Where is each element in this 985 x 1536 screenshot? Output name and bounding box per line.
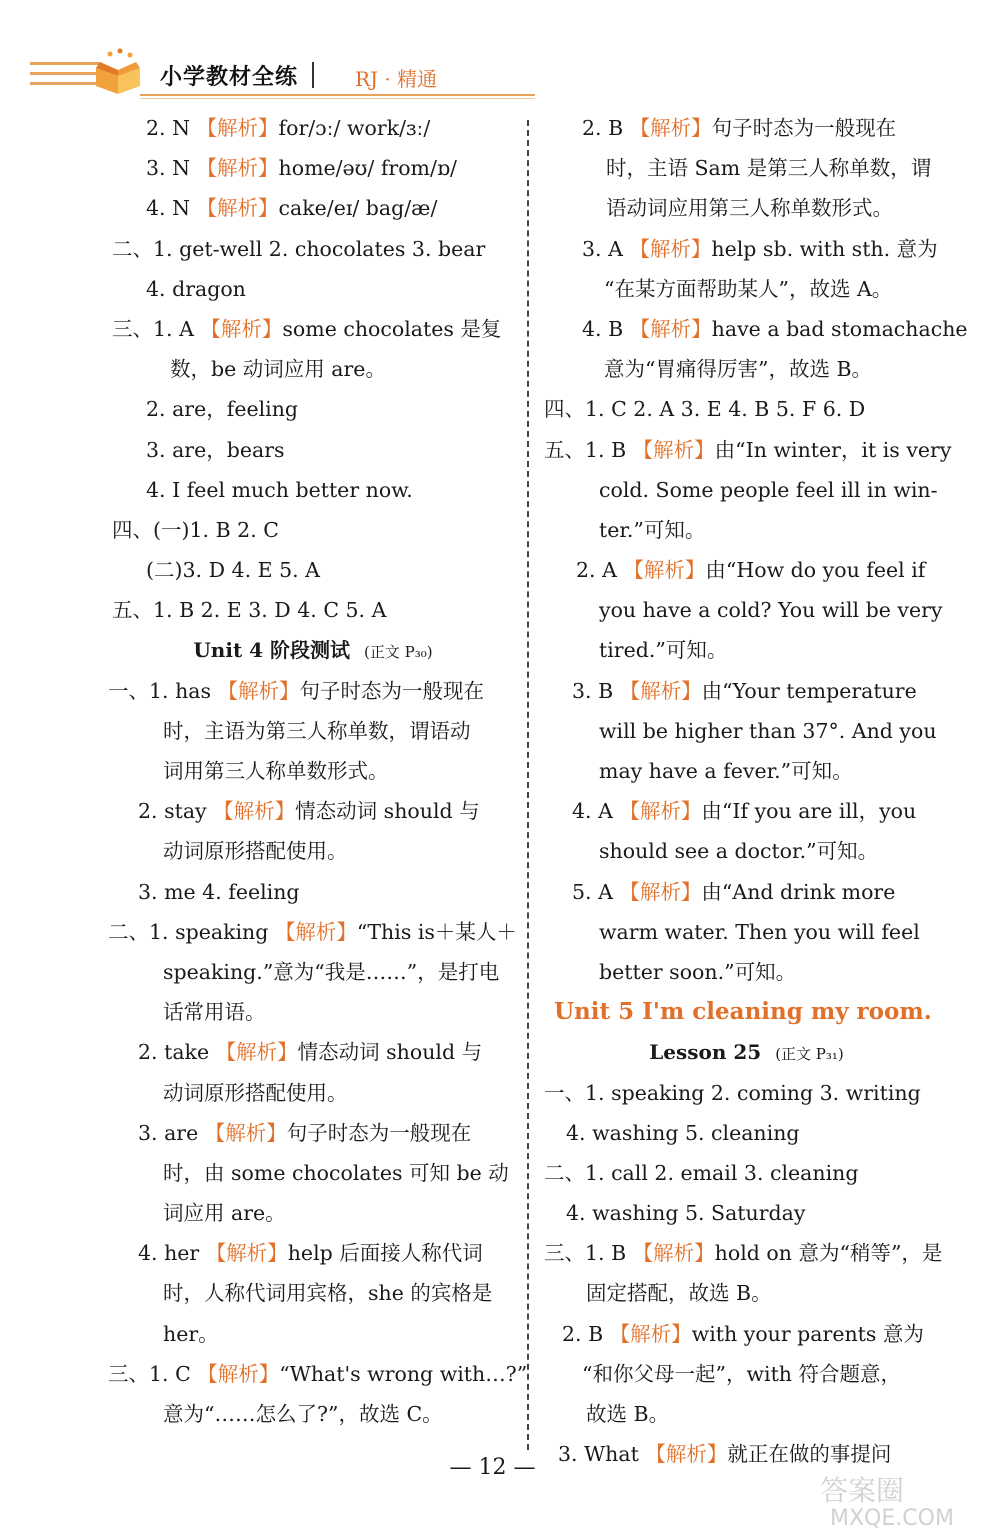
answer-line [544, 1193, 949, 1233]
answer-line [108, 510, 518, 550]
answer-text: 意为“……怎么了?”，故选 C。 [163, 1402, 443, 1426]
answer-line [108, 992, 518, 1032]
analysis-tag: 【解析】 [200, 316, 283, 341]
watermark-url: MXQE.COM [830, 1506, 954, 1530]
answer-line [108, 108, 518, 148]
answer-text: 二、1. call 2. email 3. cleaning [544, 1160, 859, 1185]
answer-text: you have a cold? You will be very [599, 598, 943, 623]
answer-line [544, 912, 949, 952]
analysis-tag: 【解析】 [274, 919, 357, 944]
section-heading-text: Unit 4 阶段测试 [193, 638, 351, 663]
answer-line [544, 108, 949, 148]
analysis-tag: 【解析】 [619, 799, 702, 824]
answer-text: 3. me 4. feeling [138, 879, 300, 904]
answer-line [544, 791, 949, 831]
analysis-text: 情态动词 should 与 [297, 1040, 483, 1065]
analysis-tag: 【解析】 [632, 437, 715, 462]
analysis-tag: 【解析】 [632, 1241, 715, 1266]
answer-text: 二、1. speaking [108, 919, 275, 944]
analysis-text: have a bad stomachache [711, 316, 968, 341]
answer-line [544, 1233, 949, 1273]
analysis-text: with your parents 意为 [691, 1321, 924, 1346]
answer-line [108, 751, 518, 791]
answer-text: 故选 B。 [586, 1402, 670, 1426]
answer-line [544, 1354, 949, 1394]
section-heading [108, 630, 518, 670]
answer-line [544, 831, 949, 871]
answer-line [544, 269, 949, 309]
answer-text: “和你父母一起”，with 符合题意， [582, 1361, 902, 1386]
answer-line [108, 470, 518, 510]
answer-text: 4. washing 5. Saturday [566, 1201, 806, 1226]
analysis-tag: 【解析】 [619, 879, 702, 904]
answer-line [108, 309, 518, 349]
answer-text: 五、1. B 2. E 3. D 4. C 5. A [112, 598, 387, 623]
page-header [0, 0, 985, 100]
analysis-tag: 【解析】 [629, 316, 712, 341]
answer-text: speaking.”意为“我是……”，是打电 [163, 959, 500, 984]
answer-text: 3. N [146, 156, 197, 181]
answer-text: 话常用语。 [163, 1000, 266, 1025]
answer-text: 3. are，bears [146, 437, 285, 462]
answer-text: 3. B [572, 678, 620, 703]
analysis-text: cake/eɪ/ bag/æ/ [278, 196, 438, 221]
analysis-text: 句子时态为一般现在 [286, 1120, 472, 1145]
analysis-tag: 【解析】 [217, 678, 300, 703]
analysis-text: 由“How do you feel if [705, 558, 926, 583]
answer-text: 数，be 动词应用 are。 [170, 357, 386, 382]
answer-text: 4. N [146, 196, 197, 221]
answer-text: 4. I feel much better now. [146, 477, 413, 502]
answer-text: 意为“胃痛得厉害”，故选 B。 [604, 357, 873, 382]
analysis-tag: 【解析】 [629, 116, 712, 140]
answer-line [108, 1273, 518, 1313]
analysis-tag: 【解析】 [204, 1120, 287, 1145]
analysis-text: some chocolates 是复 [282, 316, 502, 341]
analysis-tag: 【解析】 [629, 236, 712, 261]
analysis-text: “This is＋某人＋ [356, 919, 517, 944]
analysis-tag: 【解析】 [205, 1241, 288, 1266]
answer-text: 一、1. speaking 2. coming 3. writing [544, 1080, 921, 1105]
answer-line [108, 1073, 518, 1113]
answer-line [544, 1273, 949, 1313]
answer-line [108, 1233, 518, 1273]
answer-text: 4. her [138, 1241, 206, 1266]
book-title: 小学教材全练 [160, 65, 299, 90]
answer-text: 4. B [582, 316, 630, 341]
answer-line [544, 309, 968, 349]
unit-title: Unit 5 I'm cleaning my room. [554, 998, 932, 1026]
answer-text: 3. What [558, 1442, 646, 1467]
answer-line [108, 1153, 518, 1193]
answer-line [544, 1314, 949, 1354]
analysis-tag: 【解析】 [215, 1040, 298, 1065]
header-separator [312, 62, 314, 88]
answer-line [544, 590, 949, 630]
watermark-text: 答案圈 [820, 1474, 905, 1507]
answer-text: 时，主语为第三人称单数，谓语动 [163, 718, 471, 743]
answer-text: 时，主语 Sam 是第三人称单数，谓 [606, 156, 932, 181]
analysis-tag: 【解析】 [196, 116, 279, 140]
answer-line [544, 1113, 949, 1153]
answer-text: (二)3. D 4. E 5. A [146, 558, 320, 583]
answer-text: 五、1. B [544, 437, 633, 462]
answer-line [544, 229, 949, 269]
answer-text: should see a doctor.”可知。 [599, 839, 879, 864]
answer-text: 2. A [576, 558, 624, 583]
answer-text: 2. B [562, 1321, 610, 1346]
answer-line [108, 1032, 518, 1072]
answer-text: 一、1. has [108, 678, 218, 703]
answer-text: “在某方面帮助某人”，故选 A。 [604, 276, 893, 301]
answer-text: 2. stay [138, 799, 214, 824]
answer-line [544, 630, 949, 670]
answer-text: her。 [163, 1321, 219, 1346]
answer-text: 四、1. C 2. A 3. E 4. B 5. F 6. D [544, 397, 866, 422]
answer-line [108, 229, 518, 269]
analysis-tag: 【解析】 [645, 1442, 728, 1467]
column-divider [527, 120, 529, 1450]
answer-text: 2. B [582, 116, 630, 140]
answer-line [108, 550, 518, 590]
answer-line [544, 1073, 949, 1113]
answer-line [108, 389, 518, 429]
answer-line [108, 590, 518, 630]
answer-line [544, 389, 949, 429]
answer-text: cold. Some people feel ill in win- [599, 477, 938, 502]
analysis-tag: 【解析】 [623, 558, 706, 583]
answer-line [108, 1354, 528, 1394]
answer-text: tired.”可知。 [599, 638, 728, 663]
answer-text: 四、(一)1. B 2. C [112, 517, 279, 542]
answer-text: better soon.”可知。 [599, 959, 797, 984]
answer-text: 三、1. B [544, 1241, 633, 1266]
answer-text: 4. dragon [146, 276, 246, 301]
section-heading-text: Lesson 25 [649, 1040, 762, 1065]
answer-text: 2. are，feeling [146, 397, 299, 422]
analysis-text: 由“If you are ill，you [701, 799, 917, 824]
analysis-text: help sb. with sth. 意为 [711, 236, 938, 261]
answer-text: 2. take [138, 1040, 216, 1065]
answer-line [108, 872, 518, 912]
page-number: — 12 — [449, 1455, 536, 1480]
answer-line [544, 952, 949, 992]
analysis-tag: 【解析】 [197, 1361, 280, 1386]
answer-text: 5. A [572, 879, 620, 904]
answer-text: 词用第三人称单数形式。 [163, 759, 389, 783]
header-rule-thin [140, 98, 535, 99]
answer-line [544, 872, 949, 912]
answer-text: 4. washing 5. cleaning [566, 1120, 800, 1145]
analysis-text: for/ɔː/ work/ɜː/ [278, 116, 431, 140]
answer-line [108, 952, 518, 992]
answer-text: warm water. Then you will feel [599, 919, 920, 944]
page-reference: (正文 P₃₀) [364, 643, 433, 662]
answer-line [108, 671, 518, 711]
answer-line [108, 148, 518, 188]
answer-text: 语动词应用第三人称单数形式。 [606, 196, 893, 221]
answer-text: 时，由 some chocolates 可知 be 动 [163, 1160, 509, 1185]
answer-line [544, 751, 949, 791]
analysis-tag: 【解析】 [196, 196, 279, 221]
right-column [544, 108, 968, 1474]
analysis-text: “What's wrong with…?” [279, 1361, 528, 1386]
answer-line [544, 349, 949, 389]
answer-text: 动词原形搭配使用。 [163, 1080, 348, 1105]
page-reference: (正文 P₃₁) [775, 1045, 844, 1064]
answer-text: 三、1. C [108, 1361, 198, 1386]
answer-line [108, 349, 518, 389]
answer-text: 2. N [146, 116, 197, 140]
section-heading [544, 1032, 949, 1072]
watermark-logo [800, 1470, 980, 1530]
answer-line [108, 1193, 518, 1233]
answer-text: 三、1. A [112, 316, 201, 341]
analysis-text: 句子时态为一般现在 [711, 116, 897, 140]
analysis-text: 由“And drink more [701, 879, 896, 904]
analysis-text: help 后面接人称代词 [287, 1241, 483, 1266]
answer-line [544, 1394, 949, 1434]
answer-line [544, 430, 952, 470]
analysis-text: home/əʊ/ from/ɒ/ [278, 156, 457, 181]
answer-text: 动词原形搭配使用。 [163, 839, 348, 864]
answer-line [544, 671, 949, 711]
answer-text: will be higher than 37°. And you [599, 718, 937, 743]
answer-text: may have a fever.”可知。 [599, 759, 853, 783]
analysis-tag: 【解析】 [196, 156, 279, 181]
analysis-tag: 【解析】 [213, 799, 296, 824]
analysis-text: 情态动词 should 与 [295, 799, 480, 824]
analysis-text: 句子时态为一般现在 [299, 678, 485, 703]
analysis-text: hold on 意为“稍等”，是 [714, 1241, 943, 1266]
answer-line [108, 711, 518, 751]
answer-line [544, 510, 949, 550]
analysis-tag: 【解析】 [609, 1321, 692, 1346]
answer-text: 时，人称代词用宾格，she 的宾格是 [163, 1281, 493, 1306]
answer-text: 4. A [572, 799, 620, 824]
answer-text: ter.”可知。 [599, 517, 706, 542]
answer-text: 固定搭配，故选 B。 [586, 1281, 772, 1306]
analysis-text: 由“In winter，it is very [714, 437, 952, 462]
answer-line [108, 188, 518, 228]
answer-line [108, 430, 518, 470]
analysis-text: 由“Your temperature [701, 678, 917, 703]
book-edition: RJ · 精通 [355, 67, 438, 91]
answer-line [544, 1153, 949, 1193]
answer-line [544, 148, 949, 188]
answer-line [108, 1394, 518, 1434]
analysis-tag: 【解析】 [619, 678, 702, 703]
answer-line [544, 550, 949, 590]
analysis-text: 就正在做的事提问 [727, 1442, 892, 1467]
answer-text: 词应用 are。 [163, 1201, 286, 1226]
answer-line [108, 831, 518, 871]
book-logo-icon [88, 48, 148, 96]
left-column [108, 108, 528, 1434]
answer-line [108, 791, 518, 831]
answer-line [544, 188, 949, 228]
answer-line [108, 269, 518, 309]
answer-line [544, 711, 949, 751]
answer-text: 二、1. get-well 2. chocolates 3. bear [112, 236, 486, 261]
header-rule [140, 94, 535, 96]
answer-text: 3. A [582, 236, 630, 261]
answer-line [544, 470, 949, 510]
answer-line [108, 1113, 518, 1153]
answer-line [108, 912, 518, 952]
answer-text: 3. are [138, 1120, 205, 1145]
answer-line [108, 1314, 518, 1354]
